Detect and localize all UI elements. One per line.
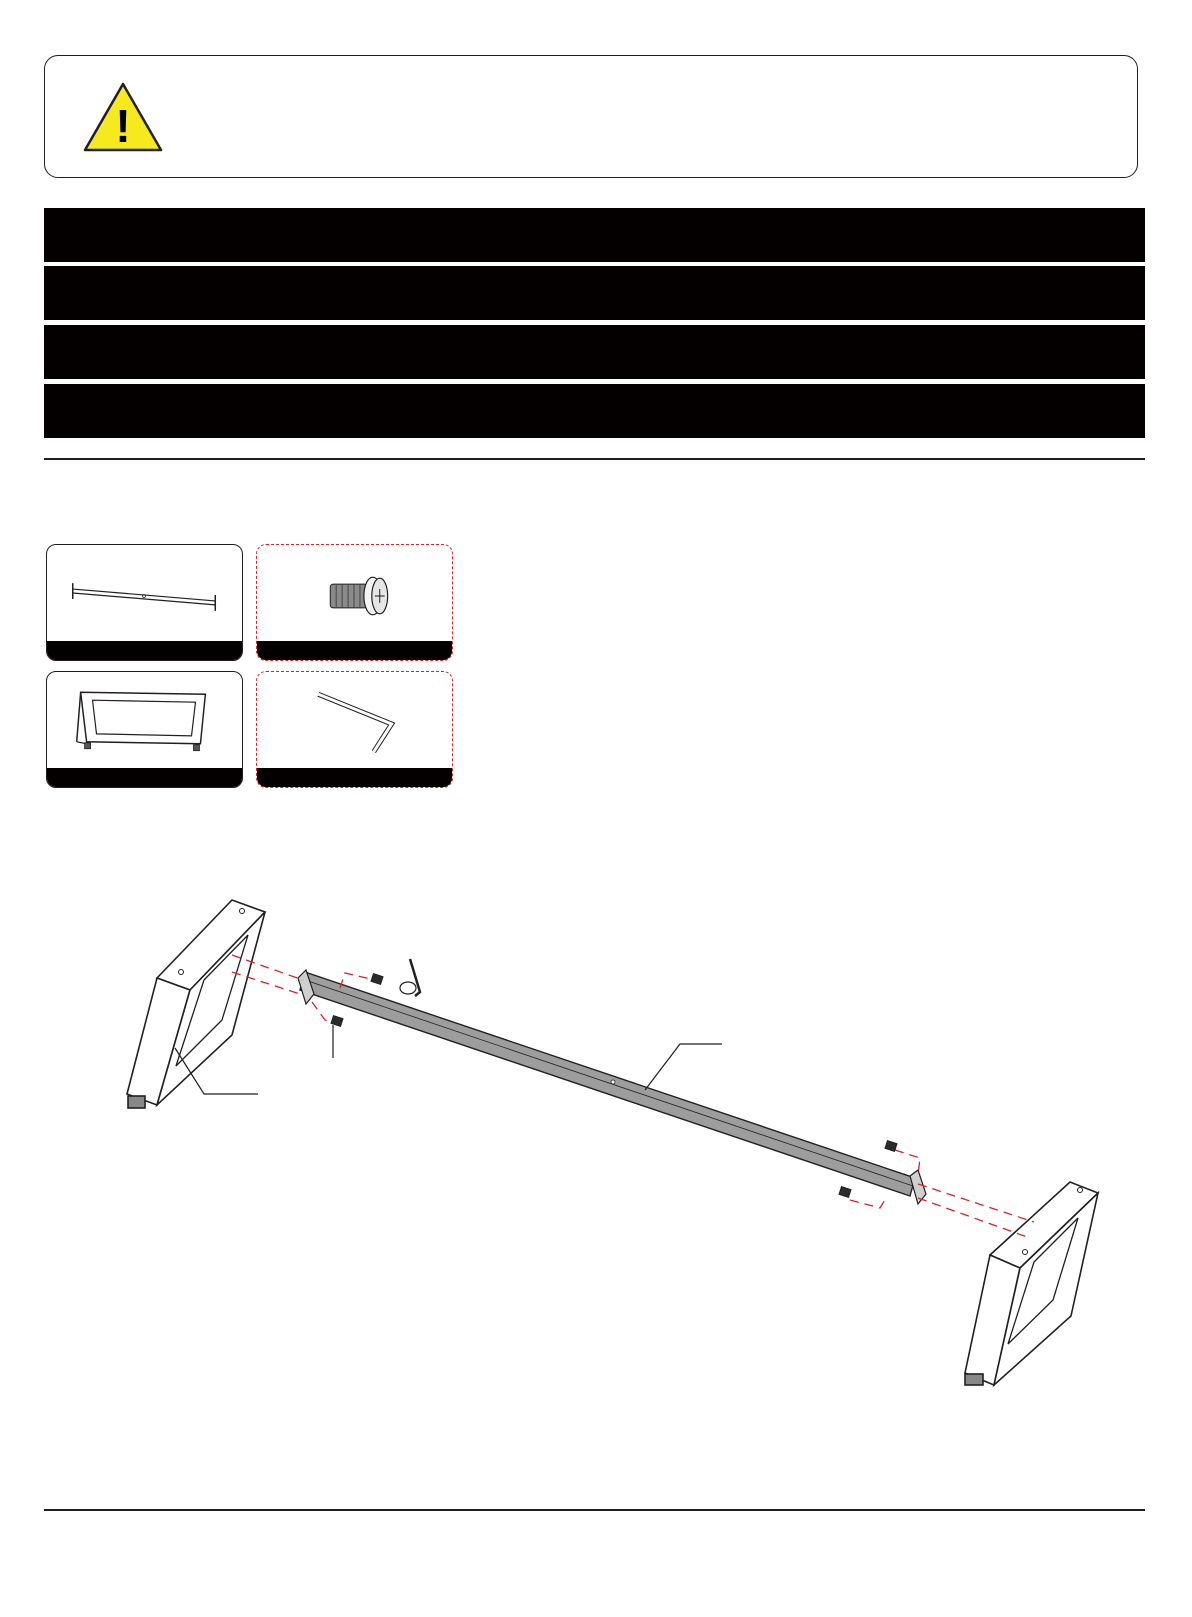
warning-symbol: ! — [115, 100, 131, 152]
card-footer — [47, 641, 242, 660]
part-card-leg-frame — [46, 671, 243, 788]
instruction-bar-3 — [44, 325, 1145, 379]
warning-box — [44, 55, 1138, 178]
leg-frame-icon — [47, 672, 242, 770]
allen-key-marker — [400, 959, 420, 996]
instruction-bar-4 — [44, 384, 1145, 438]
screw-icon — [257, 545, 452, 643]
allen-key-icon — [257, 672, 452, 770]
left-leg-frame — [127, 900, 265, 1108]
card-footer — [257, 768, 452, 787]
part-card-screw — [256, 544, 453, 661]
crossbar-icon — [47, 545, 242, 643]
right-leg-frame — [965, 1182, 1098, 1385]
part-card-allen-key — [256, 671, 453, 788]
crossbar — [298, 970, 926, 1204]
card-footer — [47, 768, 242, 787]
warning-triangle-icon — [81, 80, 165, 154]
section-divider-top — [44, 458, 1145, 460]
section-divider-bottom — [44, 1509, 1145, 1511]
instruction-bar-2 — [44, 266, 1145, 320]
card-footer — [257, 641, 452, 660]
assembly-diagram — [0, 880, 1192, 1420]
instruction-bar-1 — [44, 208, 1145, 262]
part-card-crossbar — [46, 544, 243, 661]
